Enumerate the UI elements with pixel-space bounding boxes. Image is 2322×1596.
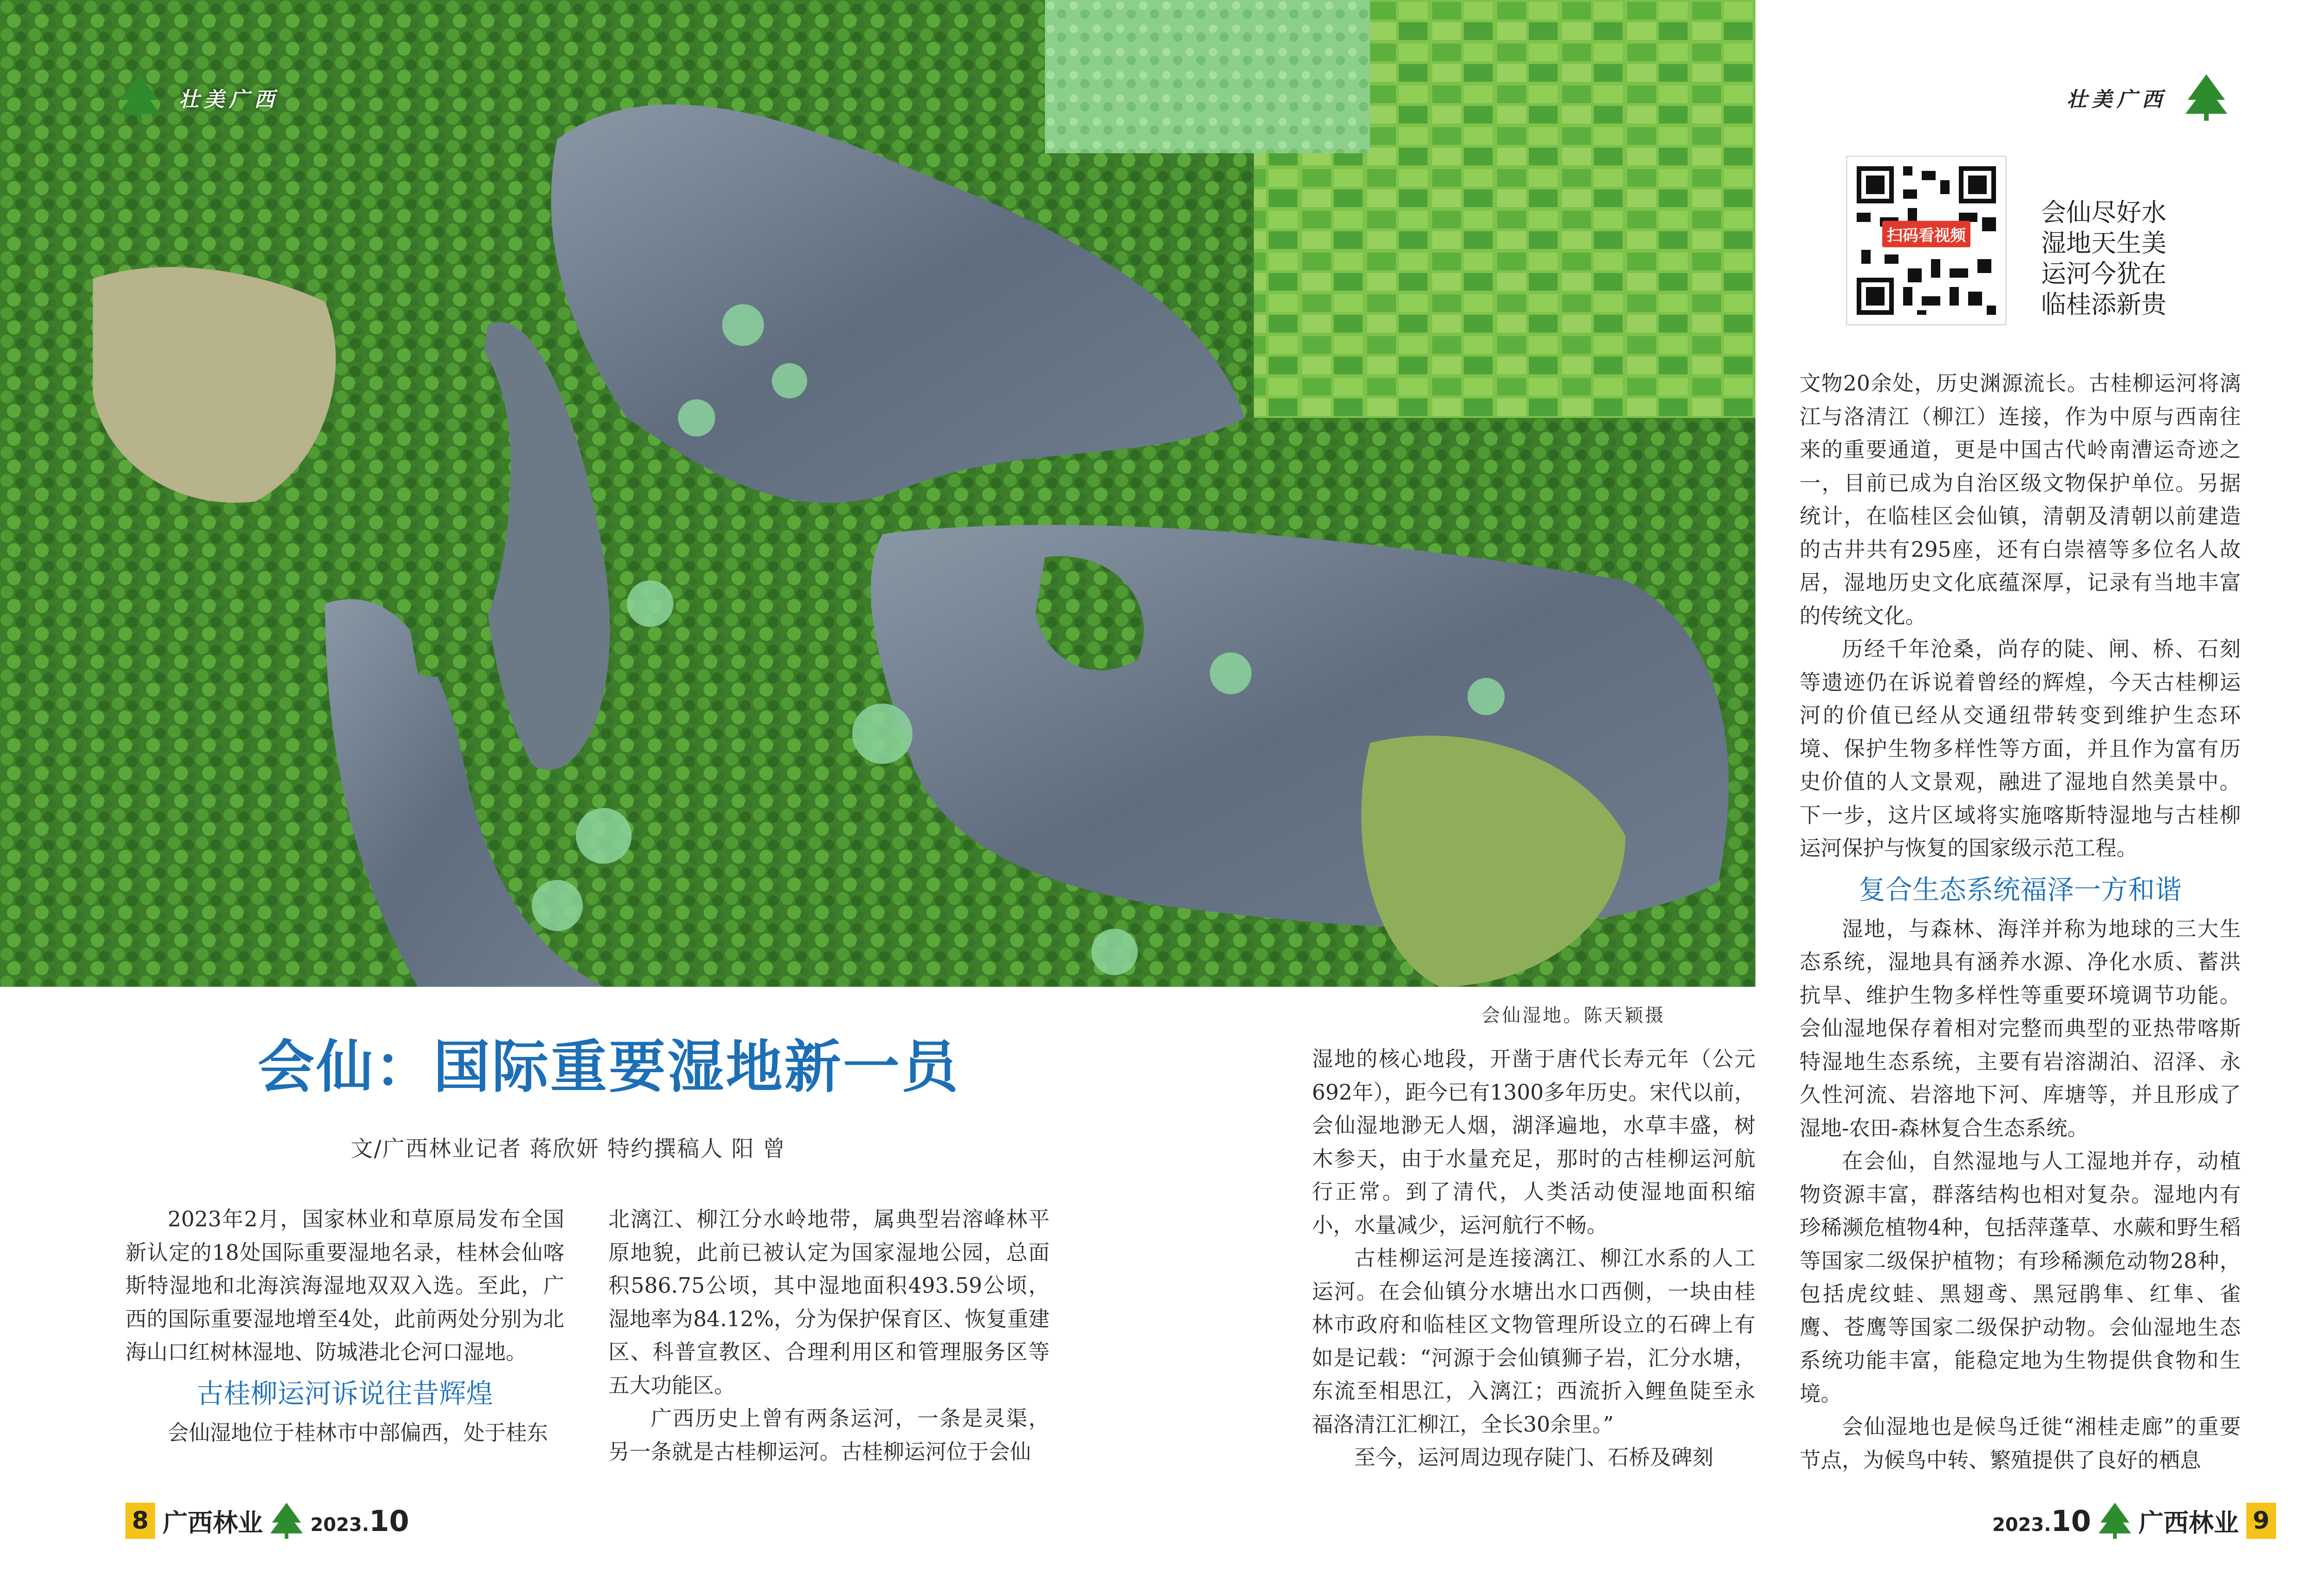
paragraph: 广西历史上曾有两条运河，一条是灵渠，另一条就是古桂柳运河。古桂柳运河位于会仙 bbox=[608, 1406, 1050, 1464]
verse-line: 运河今犹在 bbox=[2041, 259, 2166, 288]
tree-icon bbox=[118, 74, 160, 121]
magazine-name: 广西林业 bbox=[2138, 1508, 2239, 1537]
qr-code[interactable] bbox=[1846, 156, 2007, 326]
text-column-1 bbox=[125, 1203, 564, 1449]
paragraph: 历经千年沧桑，尚存的陡、闸、桥、石刻等遗迹仍在诉说着曾经的辉煌，今天古桂柳运河的价值已经从交通纽带转变到维护生态环境、保护生物多样性等方面，并且作为富有历史价值的人文景观，融进了湿地自然美景中。下一步，这片区域将实施喀斯特湿地与古桂柳运河保护与恢复的国家级示范工程。 bbox=[1800, 637, 2241, 860]
tree-icon bbox=[2099, 1502, 2131, 1539]
photo-caption: 会仙湿地。陈天颖摄 bbox=[1481, 1005, 1665, 1026]
issue-number: 2023.10 bbox=[310, 1504, 409, 1538]
paragraph: 2023年2月，国家林业和草原局发布全国新认定的18处国际重要湿地名录，桂林会仙喀斯特湿地和北海滨海湿地双双入选。至此，广西的国际重要湿地增至4处，此前两处分别为北海山口红树林湿地、防城港北仑河口湿地。 bbox=[125, 1207, 564, 1364]
running-head-right-text: 壮美广西 bbox=[2067, 88, 2167, 111]
section-heading: 复合生态系统福泽一方和谐 bbox=[1858, 873, 2182, 905]
verse-line: 会仙尽好水 bbox=[2041, 198, 2166, 227]
running-head-left bbox=[118, 74, 279, 121]
article-title: 会仙：国际重要湿地新一员 bbox=[258, 1034, 960, 1100]
text-column-2 bbox=[608, 1203, 1050, 1468]
running-head-right bbox=[2067, 74, 2227, 121]
qr-label: 扫码看视频 bbox=[1882, 221, 1970, 247]
page-number: 8 bbox=[125, 1503, 155, 1539]
paragraph: 在会仙，自然湿地与人工湿地并存，动植物资源丰富，群落结构也相对复杂。湿地内有珍稀濒危植物4种，包括萍蓬草、水蕨和野生稻等国家二级保护植物；有珍稀濒危动物28种，包括虎纹蛙、黑翅鸢、黑冠鹃隼、红隼、雀鹰、苍鹰等国家二级保护动物。会仙湿地生态系统功能丰富，能稳定地为生物提供食物和生境。 bbox=[1800, 1149, 2241, 1406]
article-byline: 文/广西林业记者 蒋欣妍 特约撰稿人 阳 曾 bbox=[351, 1136, 786, 1162]
paragraph: 会仙湿地也是候鸟迁徙“湘桂走廊”的重要节点，为候鸟中转、繁殖提供了良好的栖息 bbox=[1800, 1414, 2241, 1472]
tree-icon bbox=[2185, 74, 2227, 121]
footer-right bbox=[1992, 1502, 2276, 1539]
paragraph: 古桂柳运河是连接漓江、柳江水系的人工运河。在会仙镇分水塘出水口西侧，一块由桂林市政府和临桂区文物管理所设立的石碑上有如是记载：“河源于会仙镇狮子岩，汇分水塘，东流至相思江，入漓江；西流折入鲤鱼陡至永福洛清江汇柳江，全长30余里。” bbox=[1312, 1246, 1755, 1437]
issue-number: 2023.10 bbox=[1992, 1504, 2091, 1538]
running-head-left-text: 壮美广西 bbox=[179, 88, 279, 111]
magazine-name: 广西林业 bbox=[163, 1508, 263, 1537]
text-column-4 bbox=[1800, 367, 2241, 1477]
text-column-3 bbox=[1312, 1042, 1755, 1474]
verse-line: 临桂添新贵 bbox=[2041, 290, 2166, 319]
section-heading: 古桂柳运河诉说往昔辉煌 bbox=[196, 1377, 493, 1409]
paragraph: 湿地，与森林、海洋并称为地球的三大生态系统，湿地具有涵养水源、净化水质、蓄洪抗旱、维护生物多样性等重要环境调节功能。会仙湿地保存着相对完整而典型的亚热带喀斯特湿地生态系统，主要有岩溶湖泊、沼泽、永久性河流、岩溶地下河、库塘等，并且形成了湿地-农田-森林复合生态系统。 bbox=[1800, 916, 2241, 1140]
poem-verse bbox=[2041, 197, 2218, 320]
paragraph: 北漓江、柳江分水岭地带，属典型岩溶峰林平原地貌，此前已被认定为国家湿地公园，总面积586.75公顷，其中湿地面积493.59公顷，湿地率为84.12%，分为保护保育区、恢复重建区、科普宣教区、合理利用区和管理服务区等五大功能区。 bbox=[608, 1207, 1050, 1398]
paragraph: 文物20余处，历史渊源流长。古桂柳运河将漓江与洛清江（柳江）连接，作为中原与西南往来的重要通道，更是中国古代岭南漕运奇迹之一，目前已成为自治区级文物保护单位。另据统计，在临桂区会仙镇，清朝及清朝以前建造的古井共有295座，还有白崇禧等多位名人故居，湿地历史文化底蕴深厚，记录有当地丰富的传统文化。 bbox=[1800, 371, 2241, 628]
footer-left bbox=[125, 1502, 409, 1539]
tree-icon bbox=[270, 1502, 303, 1539]
page-number: 9 bbox=[2246, 1503, 2276, 1539]
paragraph: 至今，运河周边现存陡门、石桥及碑刻 bbox=[1354, 1445, 1714, 1470]
verse-line: 湿地天生美 bbox=[2041, 228, 2166, 258]
wetland-aerial-photo bbox=[0, 0, 1755, 987]
paragraph: 湿地的核心地段，开凿于唐代长寿元年（公元692年），距今已有1300多年历史。宋代以前，会仙湿地渺无人烟，湖泽遍地，水草丰盛，树木参天，由于水量充足，那时的古桂柳运河航行正常。到了清代，人类活动使湿地面积缩小，水量减少，运河航行不畅。 bbox=[1312, 1047, 1755, 1238]
paragraph: 会仙湿地位于桂林市中部偏西，处于桂东 bbox=[168, 1420, 548, 1445]
